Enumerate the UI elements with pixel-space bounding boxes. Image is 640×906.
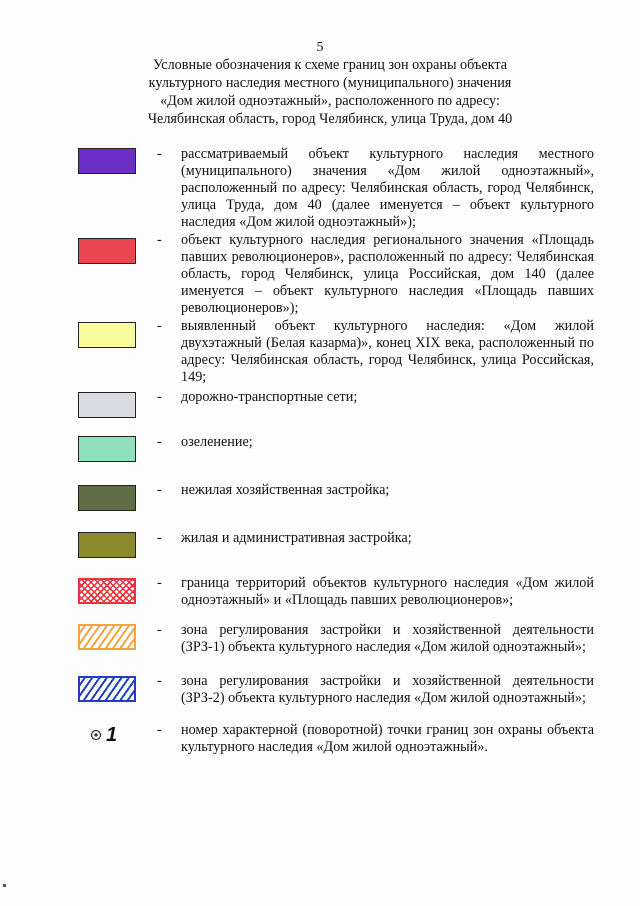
legend-text: зона регулирования застройки и хозяйственной деятельности (ЗРЗ-1) объекта культурного наследия «Дом жилой одноэтажный»; <box>181 622 594 655</box>
legend-swatch-yellow <box>78 322 136 348</box>
turning-point-dot-icon <box>90 729 102 741</box>
legend-swatch-purple <box>78 148 136 174</box>
page-number: 5 <box>316 40 324 55</box>
title-line: Условные обозначения к схеме границ зон охраны объекта <box>152 57 508 73</box>
legend-text: нежилая хозяйственная застройка; <box>181 482 390 498</box>
turning-point-marker-icon <box>90 725 130 747</box>
legend-dash: - <box>157 575 162 591</box>
legend-dash: - <box>157 530 162 546</box>
legend-dash: - <box>157 318 162 334</box>
legend-text: граница территорий объектов культурного наследия «Дом жилой одноэтажный» и «Площадь павших революционеров»; <box>181 575 594 608</box>
legend-text: объект культурного наследия регионального значения «Площадь павших революционеров», расположенный по адресу: Челябинская область, город Челябинск, улица Российская, дом 140 (далее именуется – объект культурного наследия «Площадь павших революционеров»); <box>181 232 594 316</box>
legend-swatch-red <box>78 238 136 264</box>
legend-dash: - <box>157 146 162 162</box>
legend-swatch-dark-green <box>78 485 136 511</box>
title-line: Челябинская область, город Челябинск, улица Труда, дом 40 <box>147 111 513 127</box>
legend-text: номер характерной (поворотной) точки границ зон охраны объекта культурного наследия «Дом жилой одноэтажный». <box>181 722 594 755</box>
title-line: «Дом жилой одноэтажный», расположенного по адресу: <box>160 93 500 109</box>
legend-dash: - <box>157 722 162 738</box>
legend-text: жилая и административная застройка; <box>181 530 412 546</box>
legend-swatch-olive <box>78 532 136 558</box>
scan-artifact <box>3 884 6 887</box>
legend-swatch-orange-hatch <box>78 624 136 650</box>
legend-swatch-mint <box>78 436 136 462</box>
legend-dash: - <box>157 482 162 498</box>
legend-text: рассматриваемый объект культурного наследия местного (муниципального) значения «Дом жилой одноэтажный», расположенный по адресу: Челябинская область, город Челябинск, улица Труда, дом 40 (далее именуется – объект культурного наследия «Дом жилой одноэтажный»); <box>181 146 594 230</box>
legend-text: выявленный объект культурного наследия: «Дом жилой двухэтажный (Белая казарма)», конец XIX века, расположенный по адресу: Челябинская область, город Челябинск, улица Российская, 149; <box>181 318 594 385</box>
legend-text: зона регулирования застройки и хозяйственной деятельности (ЗРЗ-2) объекта культурного наследия «Дом жилой одноэтажный»; <box>181 673 594 706</box>
legend-dash: - <box>157 673 162 689</box>
legend-swatch-crosshatch <box>78 578 136 604</box>
legend-dash: - <box>157 389 162 405</box>
turning-point-number: 1 <box>106 724 118 746</box>
document-title <box>110 56 550 128</box>
legend-text: дорожно-транспортные сети; <box>181 389 358 405</box>
legend-dash: - <box>157 434 162 450</box>
title-line: культурного наследия местного (муниципального) значения <box>148 75 512 91</box>
legend-dash: - <box>157 622 162 638</box>
legend-swatch-blue-hatch <box>78 676 136 702</box>
legend-text: озеленение; <box>181 434 253 450</box>
legend-swatch-grey <box>78 392 136 418</box>
legend-dash: - <box>157 232 162 248</box>
